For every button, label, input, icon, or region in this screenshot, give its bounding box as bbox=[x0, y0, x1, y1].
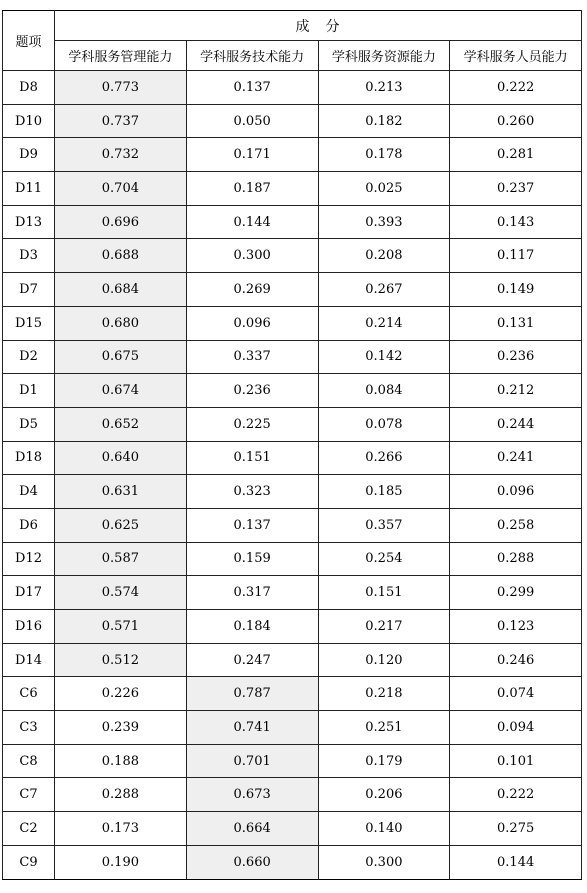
loading-cell: 0.142 bbox=[318, 340, 450, 374]
column-header-staff: 学科服务人员能力 bbox=[450, 41, 582, 71]
loading-cell: 0.737 bbox=[55, 104, 187, 138]
item-cell: C7 bbox=[3, 778, 55, 812]
item-cell: D5 bbox=[3, 407, 55, 441]
item-cell: D18 bbox=[3, 441, 55, 475]
item-cell: D7 bbox=[3, 273, 55, 307]
loading-cell: 0.288 bbox=[450, 542, 582, 576]
loading-cell: 0.281 bbox=[450, 138, 582, 172]
table-row bbox=[3, 744, 582, 778]
loading-cell: 0.094 bbox=[450, 711, 582, 745]
loading-cell: 0.149 bbox=[450, 273, 582, 307]
loading-cell: 0.640 bbox=[55, 441, 187, 475]
item-cell: C2 bbox=[3, 812, 55, 846]
loading-cell: 0.120 bbox=[318, 643, 450, 677]
loading-cell: 0.587 bbox=[55, 542, 187, 576]
loading-cell: 0.260 bbox=[450, 104, 582, 138]
loading-cell: 0.131 bbox=[450, 306, 582, 340]
table-row bbox=[3, 374, 582, 408]
loading-cell: 0.214 bbox=[318, 306, 450, 340]
loading-cell: 0.684 bbox=[55, 273, 187, 307]
loading-cell: 0.701 bbox=[186, 744, 318, 778]
item-cell: D13 bbox=[3, 205, 55, 239]
loading-cell: 0.213 bbox=[318, 71, 450, 105]
loading-cell: 0.741 bbox=[186, 711, 318, 745]
item-cell: C6 bbox=[3, 677, 55, 711]
loading-cell: 0.673 bbox=[186, 778, 318, 812]
loading-cell: 0.140 bbox=[318, 812, 450, 846]
loading-cell: 0.512 bbox=[55, 643, 187, 677]
loading-cell: 0.696 bbox=[55, 205, 187, 239]
table-row bbox=[3, 407, 582, 441]
loading-cell: 0.179 bbox=[318, 744, 450, 778]
loading-cell: 0.323 bbox=[186, 475, 318, 509]
loading-cell: 0.357 bbox=[318, 508, 450, 542]
loading-cell: 0.144 bbox=[450, 845, 582, 879]
item-cell: D10 bbox=[3, 104, 55, 138]
column-header-technology: 学科服务技术能力 bbox=[186, 41, 318, 71]
item-cell: D1 bbox=[3, 374, 55, 408]
loading-cell: 0.660 bbox=[186, 845, 318, 879]
table-row bbox=[3, 677, 582, 711]
loading-cell: 0.237 bbox=[450, 172, 582, 206]
loading-cell: 0.267 bbox=[318, 273, 450, 307]
loading-cell: 0.631 bbox=[55, 475, 187, 509]
table-row bbox=[3, 273, 582, 307]
loading-cell: 0.732 bbox=[55, 138, 187, 172]
loading-cell: 0.675 bbox=[55, 340, 187, 374]
loading-cell: 0.241 bbox=[450, 441, 582, 475]
loading-cell: 0.208 bbox=[318, 239, 450, 273]
table-body bbox=[3, 71, 582, 880]
table-row bbox=[3, 239, 582, 273]
loading-cell: 0.247 bbox=[186, 643, 318, 677]
loading-cell: 0.190 bbox=[55, 845, 187, 879]
item-column-header: 题项 bbox=[3, 11, 55, 71]
loading-cell: 0.206 bbox=[318, 778, 450, 812]
table-row bbox=[3, 508, 582, 542]
loading-cell: 0.151 bbox=[318, 576, 450, 610]
loading-cell: 0.300 bbox=[318, 845, 450, 879]
loading-cell: 0.680 bbox=[55, 306, 187, 340]
loading-cell: 0.688 bbox=[55, 239, 187, 273]
loading-cell: 0.652 bbox=[55, 407, 187, 441]
loading-cell: 0.300 bbox=[186, 239, 318, 273]
loading-cell: 0.159 bbox=[186, 542, 318, 576]
loading-cell: 0.787 bbox=[186, 677, 318, 711]
loading-cell: 0.117 bbox=[450, 239, 582, 273]
loading-cell: 0.185 bbox=[318, 475, 450, 509]
table-row bbox=[3, 778, 582, 812]
table-row bbox=[3, 441, 582, 475]
loading-cell: 0.393 bbox=[318, 205, 450, 239]
table-row bbox=[3, 340, 582, 374]
item-cell: D16 bbox=[3, 610, 55, 644]
loading-cell: 0.078 bbox=[318, 407, 450, 441]
loading-cell: 0.299 bbox=[450, 576, 582, 610]
loading-cell: 0.144 bbox=[186, 205, 318, 239]
table-row bbox=[3, 711, 582, 745]
table-row bbox=[3, 71, 582, 105]
component-group-header: 成 分 bbox=[55, 11, 582, 41]
loading-cell: 0.101 bbox=[450, 744, 582, 778]
item-cell: C3 bbox=[3, 711, 55, 745]
item-cell: D4 bbox=[3, 475, 55, 509]
loading-cell: 0.173 bbox=[55, 812, 187, 846]
table-row bbox=[3, 172, 582, 206]
table-row bbox=[3, 306, 582, 340]
loading-cell: 0.246 bbox=[450, 643, 582, 677]
column-header-resource: 学科服务资源能力 bbox=[318, 41, 450, 71]
loading-cell: 0.217 bbox=[318, 610, 450, 644]
loading-cell: 0.674 bbox=[55, 374, 187, 408]
item-cell: D15 bbox=[3, 306, 55, 340]
loading-cell: 0.050 bbox=[186, 104, 318, 138]
loading-cell: 0.254 bbox=[318, 542, 450, 576]
loading-cell: 0.188 bbox=[55, 744, 187, 778]
loading-cell: 0.239 bbox=[55, 711, 187, 745]
column-header-management: 学科服务管理能力 bbox=[55, 41, 187, 71]
loading-cell: 0.571 bbox=[55, 610, 187, 644]
item-cell: C8 bbox=[3, 744, 55, 778]
loading-cell: 0.222 bbox=[450, 71, 582, 105]
table-row bbox=[3, 475, 582, 509]
loading-cell: 0.625 bbox=[55, 508, 187, 542]
loading-cell: 0.178 bbox=[318, 138, 450, 172]
loading-cell: 0.275 bbox=[450, 812, 582, 846]
item-cell: D12 bbox=[3, 542, 55, 576]
item-cell: D9 bbox=[3, 138, 55, 172]
item-cell: D6 bbox=[3, 508, 55, 542]
loading-cell: 0.137 bbox=[186, 71, 318, 105]
loading-cell: 0.288 bbox=[55, 778, 187, 812]
loading-cell: 0.773 bbox=[55, 71, 187, 105]
item-cell: D2 bbox=[3, 340, 55, 374]
item-cell: D17 bbox=[3, 576, 55, 610]
loading-cell: 0.244 bbox=[450, 407, 582, 441]
loading-cell: 0.184 bbox=[186, 610, 318, 644]
table-row bbox=[3, 104, 582, 138]
loading-cell: 0.266 bbox=[318, 441, 450, 475]
loading-cell: 0.171 bbox=[186, 138, 318, 172]
table-row bbox=[3, 205, 582, 239]
loading-cell: 0.337 bbox=[186, 340, 318, 374]
table-row bbox=[3, 576, 582, 610]
loading-cell: 0.317 bbox=[186, 576, 318, 610]
item-cell: D3 bbox=[3, 239, 55, 273]
loading-cell: 0.212 bbox=[450, 374, 582, 408]
loading-cell: 0.151 bbox=[186, 441, 318, 475]
table-row bbox=[3, 643, 582, 677]
loading-cell: 0.269 bbox=[186, 273, 318, 307]
loading-cell: 0.187 bbox=[186, 172, 318, 206]
loading-cell: 0.225 bbox=[186, 407, 318, 441]
loading-cell: 0.143 bbox=[450, 205, 582, 239]
table-row bbox=[3, 542, 582, 576]
loading-cell: 0.704 bbox=[55, 172, 187, 206]
loading-cell: 0.664 bbox=[186, 812, 318, 846]
table-row bbox=[3, 138, 582, 172]
loading-cell: 0.123 bbox=[450, 610, 582, 644]
table-row bbox=[3, 610, 582, 644]
loading-cell: 0.074 bbox=[450, 677, 582, 711]
loading-cell: 0.251 bbox=[318, 711, 450, 745]
loading-cell: 0.218 bbox=[318, 677, 450, 711]
item-cell: D11 bbox=[3, 172, 55, 206]
loading-cell: 0.096 bbox=[186, 306, 318, 340]
table-row bbox=[3, 812, 582, 846]
table-row bbox=[3, 845, 582, 879]
loading-cell: 0.137 bbox=[186, 508, 318, 542]
loading-cell: 0.096 bbox=[450, 475, 582, 509]
loading-cell: 0.226 bbox=[55, 677, 187, 711]
item-cell: D14 bbox=[3, 643, 55, 677]
loading-cell: 0.236 bbox=[450, 340, 582, 374]
item-cell: C9 bbox=[3, 845, 55, 879]
loading-cell: 0.182 bbox=[318, 104, 450, 138]
loading-cell: 0.574 bbox=[55, 576, 187, 610]
loading-cell: 0.025 bbox=[318, 172, 450, 206]
item-cell: D8 bbox=[3, 71, 55, 105]
loading-cell: 0.258 bbox=[450, 508, 582, 542]
factor-loading-table bbox=[2, 10, 582, 880]
loading-cell: 0.236 bbox=[186, 374, 318, 408]
loading-cell: 0.084 bbox=[318, 374, 450, 408]
loading-cell: 0.222 bbox=[450, 778, 582, 812]
